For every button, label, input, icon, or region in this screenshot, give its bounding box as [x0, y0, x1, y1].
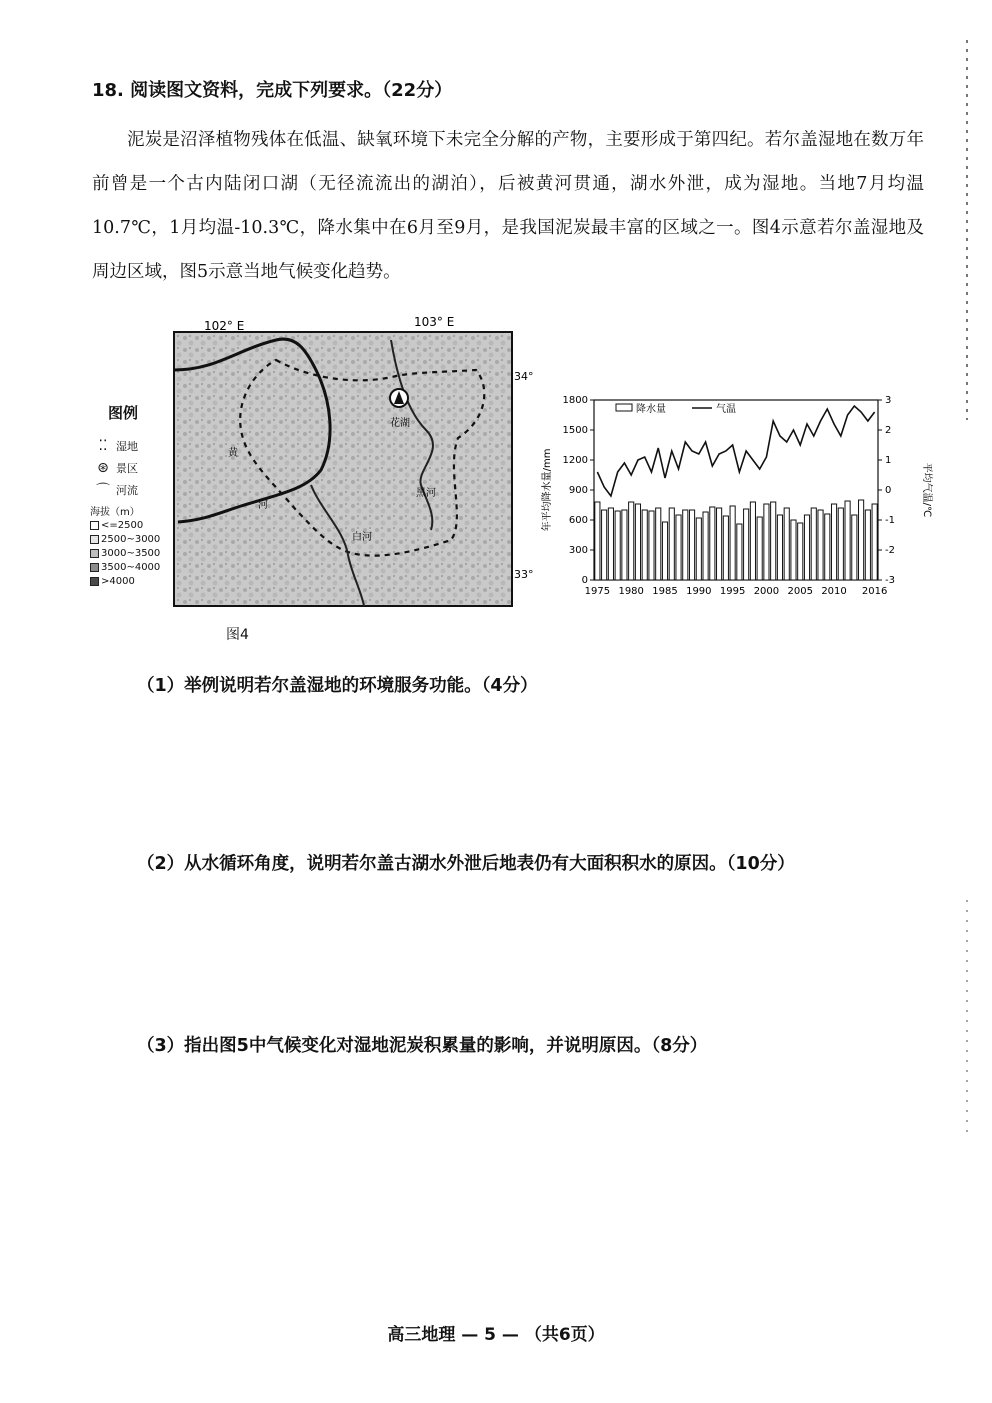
precipitation-bar [798, 523, 803, 580]
precipitation-bar [595, 502, 600, 580]
precipitation-bar [859, 500, 864, 580]
precipitation-bar [676, 515, 681, 580]
map-frame [174, 332, 512, 606]
precipitation-bar [662, 522, 667, 580]
precipitation-bar [818, 510, 823, 580]
elevation-class: 2500~3000 [90, 532, 180, 546]
precipitation-bar [852, 515, 857, 580]
place-label-heihe: 黑河 [416, 488, 436, 499]
x-tick-label: 1980 [618, 586, 644, 597]
y-left-tick-label: 1800 [562, 395, 588, 406]
lat-label-33: 33° [514, 568, 534, 581]
passage-text: 泥炭是沼泽植物残体在低温、缺氧环境下未完全分解的产物，主要形成于第四纪。若尔盖湿地在数万年前曾是一个古内陆闭口湖（无径流流出的湖泊），后被黄河贯通，湖水外泄，成为湿地。当地7月均温10.7℃，1月均温-10.3℃，降水集中在6月至9月，是我国泥炭最丰富的区域之一。图4示意若尔盖湿地及周边区域，图5示意当地气候变化趋势。 [92, 130, 924, 282]
precipitation-bar [642, 510, 647, 580]
elevation-class: 3000~3500 [90, 546, 180, 560]
precipitation-bar [622, 510, 627, 580]
place-label-he: 河 [258, 500, 268, 511]
legend-label: 湿地 [116, 440, 138, 453]
y-left-axis-label: 年平均降水量/mm [542, 448, 553, 532]
precipitation-bar [683, 510, 688, 580]
y-left-tick-label: 0 [581, 575, 588, 586]
y-right-tick-label: 0 [885, 485, 892, 496]
precipitation-bar [669, 508, 674, 580]
scenic-icon: ⊛ [97, 460, 109, 476]
precipitation-bar [825, 514, 830, 580]
elevation-class: <=2500 [90, 518, 180, 532]
climate-chart-svg [536, 380, 936, 620]
precipitation-bar [764, 504, 769, 580]
precipitation-bar [656, 508, 661, 580]
precipitation-bar [696, 518, 701, 580]
precipitation-bar [615, 511, 620, 580]
figure-4-map [86, 310, 534, 646]
sub-question-1: （1）举例说明若尔盖湿地的环境服务功能。（4分） [137, 676, 538, 696]
y-right-tick-label: 3 [885, 395, 892, 406]
place-label-huahu: 花湖 [390, 418, 410, 429]
precipitation-bar [602, 510, 607, 580]
place-label-baihe: 白河 [352, 532, 372, 543]
precipitation-bar [777, 515, 782, 580]
temperature-line [597, 406, 874, 496]
legend-row-wetland [90, 435, 180, 457]
legend-precipitation-label: 降水量 [636, 404, 666, 415]
precipitation-bar [784, 508, 789, 580]
river-icon: ⌒ [96, 483, 110, 499]
scan-edge-marks [960, 40, 974, 1390]
lon-label-102: 102° E [204, 319, 245, 333]
precipitation-bar [831, 504, 836, 580]
y-right-tick-label: 2 [885, 425, 892, 436]
precipitation-bar [737, 524, 742, 580]
precipitation-bar [872, 504, 877, 580]
precipitation-bar [730, 506, 735, 580]
y-left-tick-label: 1500 [562, 425, 588, 436]
precipitation-bar [771, 502, 776, 580]
precipitation-bar [845, 501, 850, 580]
y-left-tick-label: 600 [568, 515, 588, 526]
legend-title: 图例 [108, 404, 139, 422]
sub-question-2: （2）从水循环角度，说明若尔盖古湖水外泄后地表仍有大面积积水的原因。（10分） [137, 854, 795, 874]
elevation-class: 3500~4000 [90, 560, 180, 574]
elevation-title: 海拔（m） [90, 507, 140, 518]
x-tick-label: 1975 [584, 586, 611, 597]
elevation-class: >4000 [90, 574, 180, 588]
figure-4-caption: 图4 [226, 627, 249, 643]
legend-label: 河流 [116, 484, 138, 497]
y-right-tick-label: -2 [885, 545, 895, 556]
x-tick-label: 2016 [861, 586, 888, 597]
question-title: 18. 阅读图文资料，完成下列要求。（22分） [92, 80, 453, 101]
x-tick-label: 1985 [652, 586, 678, 597]
lon-label-103: 103° E [414, 315, 455, 329]
precipitation-bar [649, 511, 654, 580]
precipitation-bar [608, 508, 613, 580]
precipitation-bar [750, 502, 755, 580]
page-footer: 高三地理 — 5 — （共6页） [387, 1325, 605, 1345]
y-right-tick-label: -3 [885, 575, 895, 586]
legend-bar-swatch [616, 404, 632, 411]
lat-label-34: 34° [514, 370, 534, 383]
x-tick-label: 2010 [821, 586, 847, 597]
precipitation-bar [689, 510, 694, 580]
legend-temperature-label: 气温 [716, 404, 736, 415]
figure-5-chart [536, 380, 936, 620]
question-passage [92, 118, 924, 294]
precipitation-bar [703, 512, 708, 580]
x-tick-label: 1995 [719, 586, 746, 597]
place-label-huang: 黄 [228, 448, 238, 459]
precipitation-bar [635, 504, 640, 580]
x-tick-label: 1990 [686, 586, 712, 597]
y-right-tick-label: -1 [885, 515, 895, 526]
legend-label: 景区 [116, 462, 138, 475]
y-right-tick-label: 1 [885, 455, 892, 466]
precipitation-bar [710, 507, 715, 580]
sub-question-3: （3）指出图5中气候变化对湿地泥炭积累量的影响，并说明原因。（8分） [137, 1036, 708, 1056]
y-left-tick-label: 900 [568, 485, 588, 496]
x-tick-label: 2005 [787, 586, 813, 597]
precipitation-bar [723, 516, 728, 580]
y-right-axis-label: 平均气温/℃ [921, 462, 932, 518]
x-tick-label: 2000 [753, 586, 780, 597]
legend-row-river [90, 479, 180, 501]
precipitation-bar [757, 517, 762, 580]
precipitation-bar [838, 508, 843, 580]
map-legend [90, 402, 180, 588]
precipitation-bar [804, 515, 809, 580]
precipitation-bar [629, 502, 634, 580]
precipitation-bar [791, 520, 796, 580]
precipitation-bar [717, 508, 722, 580]
precipitation-bar [865, 510, 870, 580]
legend-row-scenic [90, 457, 180, 479]
y-left-tick-label: 300 [568, 545, 588, 556]
wetland-icon: ⁚⁚ [98, 438, 108, 454]
y-left-tick-label: 1200 [562, 455, 588, 466]
precipitation-bar [811, 508, 816, 580]
precipitation-bar [744, 509, 749, 580]
